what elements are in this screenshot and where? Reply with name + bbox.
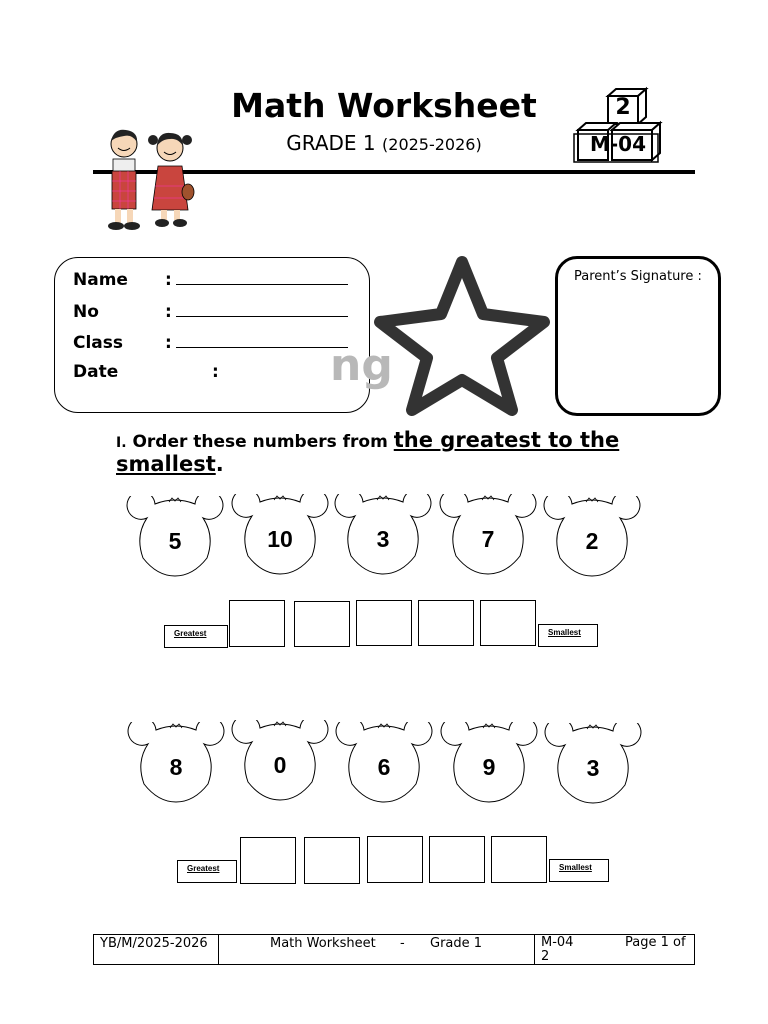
answer-box[interactable] xyxy=(367,836,423,883)
watermark-text: ng xyxy=(330,340,393,391)
bear-number-card xyxy=(334,722,434,804)
question-text: Order these numbers from xyxy=(132,432,394,452)
students-illustration-icon xyxy=(98,126,198,234)
answer-box[interactable] xyxy=(240,837,296,884)
answer-box[interactable] xyxy=(304,837,360,884)
bear-number: 3 xyxy=(586,755,600,781)
star-icon xyxy=(370,252,554,418)
bear-number: 8 xyxy=(169,754,183,780)
greatest-label: Greatest xyxy=(164,625,228,648)
date-label: Date xyxy=(73,362,119,382)
class-field[interactable] xyxy=(176,331,348,348)
bear-number-card xyxy=(543,723,643,805)
answer-box[interactable] xyxy=(356,600,412,646)
smallest-label: Smallest xyxy=(549,859,609,882)
question-emphasis: the greatest to the xyxy=(393,428,620,452)
question-line-1 xyxy=(116,428,619,452)
footer-page: Page 1 of xyxy=(625,935,686,950)
answer-box[interactable] xyxy=(294,601,350,647)
number-field[interactable] xyxy=(176,300,348,317)
bear-number-card xyxy=(333,494,433,576)
greatest-label: Greatest xyxy=(177,860,237,883)
bear-number: 3 xyxy=(376,526,390,552)
block-number: 2 xyxy=(615,95,631,120)
bear-number: 6 xyxy=(377,754,391,780)
footer-total: 2 xyxy=(541,949,550,964)
smallest-label: Smallest xyxy=(538,624,598,647)
number-blocks-icon xyxy=(572,86,664,166)
footer-page-info xyxy=(535,935,696,964)
bear-number-card xyxy=(126,722,226,804)
bear-number: 5 xyxy=(168,528,182,554)
number-row: No : xyxy=(73,300,348,322)
signature-label: Parent’s Signature : xyxy=(574,269,702,284)
question-emphasis-2: smallest xyxy=(116,452,216,476)
bear-number: 10 xyxy=(267,526,293,552)
class-row: Class : xyxy=(73,331,348,353)
no-label: No xyxy=(73,302,99,322)
question-number: I. xyxy=(116,435,127,451)
student-info-box xyxy=(54,257,370,413)
footer-title: Math Worksheet - Grade 1 xyxy=(219,935,535,964)
page-footer xyxy=(93,934,695,965)
bear-number-card xyxy=(230,720,330,802)
worksheet-code: M-04 xyxy=(589,132,647,156)
bear-number-card xyxy=(439,722,539,804)
date-row: Date : xyxy=(73,362,219,382)
question-line-2: smallest. xyxy=(116,452,224,476)
answer-box[interactable] xyxy=(418,600,474,646)
answer-box[interactable] xyxy=(491,836,547,883)
bear-number: 9 xyxy=(482,754,496,780)
bear-number: 7 xyxy=(481,526,495,552)
page-title: Math Worksheet xyxy=(231,86,537,125)
footer-code: YB/M/2025-2026 xyxy=(94,935,219,964)
bear-number-card xyxy=(438,494,538,576)
name-row: Name : xyxy=(73,268,348,290)
school-year: (2025-2026) xyxy=(382,135,482,154)
name-field[interactable] xyxy=(176,268,348,285)
footer-grade: Grade 1 xyxy=(430,936,483,951)
bear-number: 2 xyxy=(585,528,599,554)
answer-box[interactable] xyxy=(229,600,285,647)
class-label: Class xyxy=(73,333,124,353)
answer-box[interactable] xyxy=(480,600,536,646)
bear-number-card xyxy=(542,496,642,578)
name-label: Name xyxy=(73,270,128,290)
footer-subject: Math Worksheet xyxy=(270,936,376,951)
footer-sheet: M-04 xyxy=(541,935,574,950)
answer-box[interactable] xyxy=(429,836,485,883)
bear-number-card xyxy=(230,494,330,576)
bear-number: 0 xyxy=(273,752,287,778)
bear-number-card xyxy=(125,496,225,578)
parent-signature-box[interactable] xyxy=(555,256,721,416)
grade-label: GRADE 1 xyxy=(286,131,376,155)
